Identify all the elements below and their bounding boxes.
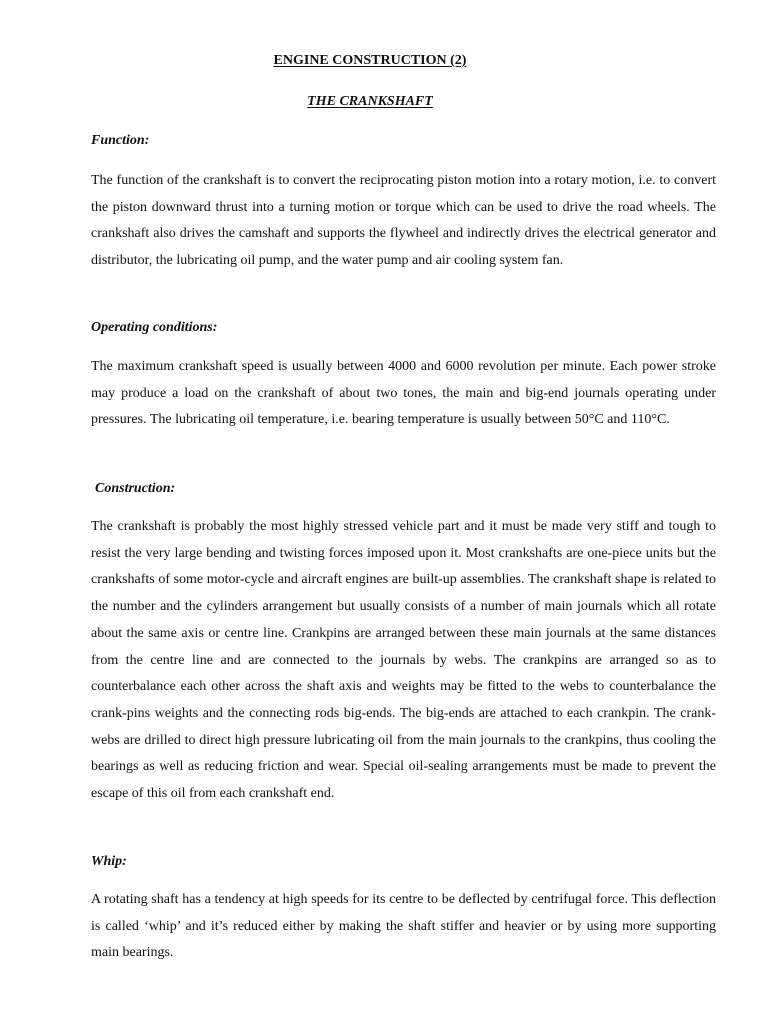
section-body-whip: A rotating shaft has a tendency at high speeds for its centre to be deflected by centrifugal force. This deflection is called ‘whip’ and it’s reduced either by making the shaft stiffer and heavier or by using more supporting main bearings. — [91, 892, 716, 961]
section-heading-construction: Construction: — [95, 481, 176, 496]
section-body-function: The function of the crankshaft is to convert the reciprocating piston motion into a rotary motion, i.e. to convert the piston downward thrust into a turning motion or torque which can be used to drive the road wheels. The crankshaft also drives the camshaft and supports the flywheel and indirectly drives the electrical generator and distributor, the lubricating oil pump, and the water pump and air cooling system fan. — [91, 173, 716, 269]
section-body-operating-conditions: The maximum crankshaft speed is usually between 4000 and 6000 revolution per minute. Each power stroke may produce a load on the crankshaft of about two tones, the main and big-end journals operating under pressures. The lubricating oil temperature, i.e. bearing temperature is usually between 50°C and 110°C. — [91, 359, 716, 428]
document-subtitle: THE CRANKSHAFT — [307, 94, 433, 109]
section-heading-operating-conditions: Operating conditions: — [91, 320, 218, 335]
section-heading-whip: Whip: — [91, 854, 127, 869]
document-title: ENGINE CONSTRUCTION (2) — [273, 53, 467, 68]
section-body-construction: The crankshaft is probably the most highly stressed vehicle part and it must be made very stiff and tough to resist the very large bending and twisting forces imposed upon it. Most crankshafts are one-piece units but the crankshafts of some motor-cycle and aircraft engines are built-up assemblies. The crankshaft shape is related to the number and the cylinders arrangement but usually consists of a number of main journals which all rotate about the same axis or centre line. Crankpins are arranged between these main journals at the same distances from the centre line and are connected to the journals by webs. The crankpins are arranged so as to counterbalance each other across the shaft axis and weights may be fitted to the webs to counterbalance the crank-pins weights and the connecting rods big-ends. The big-ends are attached to each crankpin. The crank-webs are drilled to direct high pressure lubricating oil from the main journals to the crankpins, thus cooling the bearings as well as reducing friction and wear. Special oil-sealing arrangements must be made to prevent the escape of this oil from each crankshaft end. — [91, 519, 716, 802]
section-heading-function: Function: — [91, 133, 150, 148]
